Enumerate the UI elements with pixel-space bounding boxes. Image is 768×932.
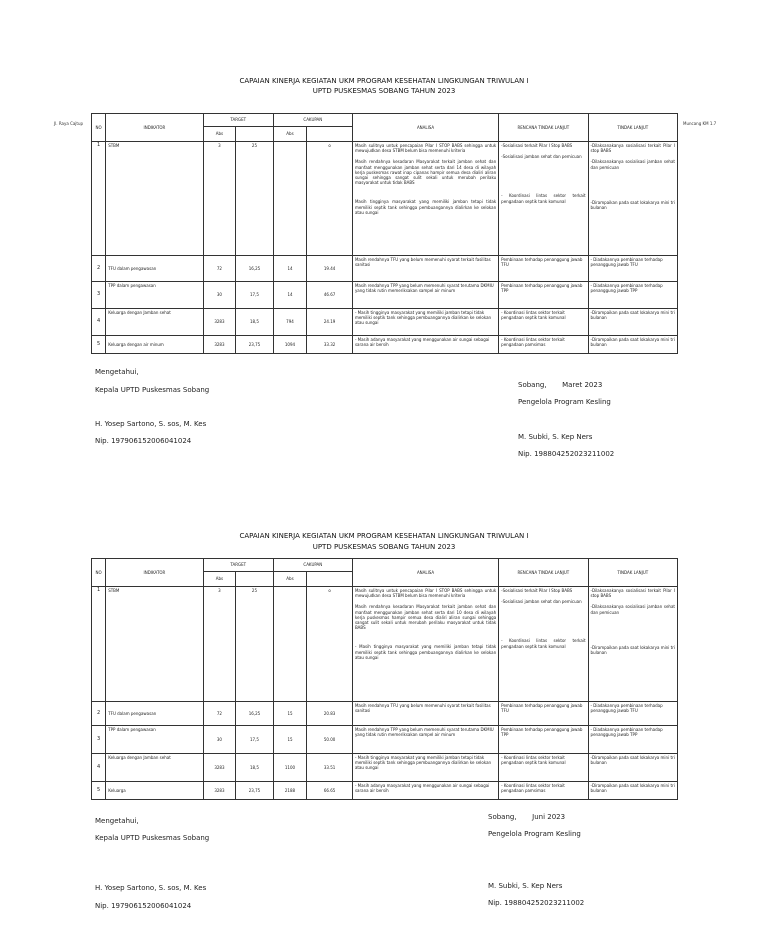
signature-right-date: Sobang, Juni 2023 <box>488 813 566 821</box>
row-target-pct: 17,5 <box>236 726 274 754</box>
row-analisa: Masih rendahnya TPP yang belum memenuhi syarat terutama DKMIU yang tidak rutin memeriksakan sampel air minum <box>352 282 498 309</box>
analisa-paragraph: Masih tingginya masyarakat yang memiliki jamban tetapi tidak memiliki septik tank sehingga pembuangannya dialirkan ke selokan atau sungai <box>354 199 497 215</box>
row-target-abs: 3283 <box>203 754 235 782</box>
side-note-right: Muncang KM 1.7 <box>683 121 717 126</box>
row-no: 2 <box>92 702 106 726</box>
signature-left-nama: H. Yosep Sartono, S. sos, M. Kes <box>95 420 207 428</box>
row-no: 5 <box>92 336 106 354</box>
analisa-paragraph: Masih rendahnya kesadaran Masyarakat terkait jamban sehat dan manfaat menggunakan jamban sehat serta dari 10 desa di wilayah kerja puskesmas hampir semua desa dialiri aliran sungai sehingga sangat sulit sekali untuk merubah perilaku masyarakat untuk tidak BABS <box>354 604 497 631</box>
row-target-pct: 16,25 <box>236 256 274 282</box>
row-target-pct: 16,25 <box>236 702 274 726</box>
row-no: 4 <box>92 309 106 336</box>
header-cakupan: CAKUPAN <box>273 114 352 127</box>
row-rencana: - Koordinasi lintas sektor terkait pengadaan septik tank komunal <box>499 309 588 336</box>
table-row <box>92 142 678 256</box>
signature-left-jabatan: Kepala UPTD Puskesmas Sobang <box>95 834 210 842</box>
report-title-2: CAPAIAN KINERJA KEGIATAN UKM PROGRAM KESEHATAN LINGKUNGAN TRIWULAN I <box>239 532 529 540</box>
rencana-item: - Koordinasi lintas sektor terkait pengadaan septik tank komunal <box>501 193 586 204</box>
row-tindak: -Dirampaikan pada saat lokakarya mini tri bulanan <box>588 309 677 336</box>
report-table-2 <box>91 558 678 800</box>
table-row <box>92 336 678 354</box>
row-analisa: Masih rendahnya TFU yang belum memenuhi syarat terkait fasilitas sanitasi <box>352 702 498 726</box>
row-target-abs: 30 <box>203 282 235 309</box>
report-subtitle-1: UPTD PUSKESMAS SOBANG TAHUN 2023 <box>312 87 456 95</box>
header-analisa: ANALISA <box>352 114 498 142</box>
header-cakupan-pct <box>307 127 353 142</box>
analisa-paragraph: Masih rendahnya kesadaran Masyarakat terkait jamban sehat dan manfaat menggunakan jamban sehat serta dari 14 desa di wilayah kerja puskesmas rawat inap cipanas hampir semua desa dialiri aliran sungai sehingga sangat sulit sekali untuk merubah perilaku masyarakat untuk tidak BABS <box>354 159 497 186</box>
row-analisa: Masih rendahnya TPP yang belum memenuhi syarat terutama DKMIU yang tidak rutin memeriksakan sampel air minum <box>352 726 498 754</box>
row-analisa: - Masih adanya masyarakat yang menggunakan air sungai sebagai sarana air bersih <box>352 782 498 800</box>
row-tindak <box>588 587 677 702</box>
table-row <box>92 282 678 309</box>
row-cakupan-abs: 2188 <box>273 782 307 800</box>
row-target-abs: 3283 <box>203 782 235 800</box>
row-indikator: TPP dalam pengawasan <box>106 726 203 754</box>
row-cakupan-pct: 19.44 <box>307 256 353 282</box>
row-cakupan-pct: 33.32 <box>307 336 353 354</box>
report-title-1: CAPAIAN KINERJA KEGIATAN UKM PROGRAM KESEHATAN LINGKUNGAN TRIWULAN I <box>239 77 529 85</box>
signature-right-jabatan: Pengelola Program Kesling <box>518 398 611 406</box>
signature-right-nip: Nip. 198804252023211002 <box>488 899 585 907</box>
row-target-abs: 3283 <box>203 309 235 336</box>
signature-right-nama: M. Subki, S. Kep Ners <box>488 882 563 890</box>
header-rencana: RENCANA TINDAK LANJUT <box>499 114 588 142</box>
row-indikator: TFU dalam pengawasan <box>106 702 203 726</box>
row-cakupan-abs: 14 <box>273 282 307 309</box>
row-rencana: - Koordinasi lintas sektor terkait pengadaan septik tank komunal <box>499 754 588 782</box>
row-analisa: - Masih tingginya masyarakat yang memiliki jamban tetapi tidak memiliki septik tank sehingga pembuangannya dialirkan ke selokan atau sungai <box>352 754 498 782</box>
row-cakupan-abs: 15 <box>273 702 307 726</box>
row-analisa: Masih rendahnya TFU yang belum memenuhi syarat terkait fasilitas sanitasi <box>352 256 498 282</box>
signature-left-nama: H. Yosep Sartono, S. sos, M. Kes <box>95 884 207 892</box>
row-tindak: - Diadakannya pembinaan terhadap penanggung jawab TFU <box>588 256 677 282</box>
tindak-item: -Dilaksanakanya sosialisasi terkait Pilar I stop BABS <box>590 588 675 599</box>
rencana-item: -Sosialisasi jamban sehat dan pemicuan <box>501 599 582 605</box>
row-rencana: Pembinaan terhadap penanggung jawab TPP <box>499 726 588 754</box>
row-tindak: - Diadakannya pembinaan terhadap penanggung jawab TPP <box>588 726 677 754</box>
header-indikator: INDIKATOR <box>106 114 203 142</box>
report-subtitle-2: UPTD PUSKESMAS SOBANG TAHUN 2023 <box>312 543 456 551</box>
rencana-item: -Sosialisasi jamban sehat dan pemicuan <box>501 154 582 160</box>
table-row <box>92 782 678 800</box>
header-no: NO <box>92 114 106 142</box>
row-no: 5 <box>92 782 106 800</box>
tindak-item: -Dilaksanakanya sosialisasi jamban sehat dan pemicuan <box>590 604 675 615</box>
signature-right-nip: Nip. 198804252023211002 <box>518 450 615 458</box>
row-cakupan-abs: 794 <box>273 309 307 336</box>
header-target-pct <box>236 127 274 142</box>
table-row <box>92 256 678 282</box>
row-tindak <box>588 142 677 256</box>
row-target-pct: 23,75 <box>236 782 274 800</box>
tindak-item: -Dirampaikan pada saat lokakarya mini tri bulanan <box>590 644 675 656</box>
row-rencana: Pembinaan terhadap penanggung jawab TFU <box>499 702 588 726</box>
signature-left-nip: Nip. 197906152006041024 <box>95 902 192 910</box>
row-cakupan-pct: o <box>307 142 353 256</box>
row-tindak: -Dirampaikan pada saat lokakarya mini tri bulanan <box>588 754 677 782</box>
row-indikator: Keluarga dengan Jamban sehat <box>106 754 203 782</box>
row-target-pct: 18,5 <box>236 309 274 336</box>
row-analisa <box>352 142 498 256</box>
row-tindak: - Diadakannya pembinaan terhadap penanggung jawab TPP <box>588 282 677 309</box>
row-target-abs: 3 <box>203 587 235 702</box>
header-tindak: TINDAK LANJUT <box>588 559 677 587</box>
row-no: 4 <box>92 754 106 782</box>
header-target-abs: Abs <box>203 572 235 587</box>
row-target-abs: 3283 <box>203 336 235 354</box>
row-no: 3 <box>92 282 106 309</box>
header-cakupan-abs: Abs <box>273 127 307 142</box>
row-cakupan-pct: 46.67 <box>307 282 353 309</box>
row-indikator: TFU dalam pengawasan <box>106 256 203 282</box>
header-cakupan-pct <box>307 572 353 587</box>
row-cakupan-pct: 66.65 <box>307 782 353 800</box>
row-indikator: TPP dalam pengawasan <box>106 282 203 309</box>
row-target-abs: 72 <box>203 702 235 726</box>
row-tindak: -Dirampaikan pada saat lokakarya mini tri bulanan <box>588 782 677 800</box>
row-rencana: Pembinaan terhadap penanggung jawab TFU <box>499 256 588 282</box>
row-rencana: Pembinaan terhadap penanggung jawab TPP <box>499 282 588 309</box>
row-target-abs: 30 <box>203 726 235 754</box>
row-indikator: STBM <box>106 142 203 256</box>
header-cakupan: CAKUPAN <box>273 559 352 572</box>
row-indikator: Keluarga dengan Jamban sehat <box>106 309 203 336</box>
signature-left-jabatan: Kepala UPTD Puskesmas Sobang <box>95 386 210 394</box>
row-rencana <box>499 587 588 702</box>
row-analisa: - Masih adanya masyarakat yang menggunakan air sungai sebagai sarana air bersih <box>352 336 498 354</box>
row-rencana <box>499 142 588 256</box>
header-no: NO <box>92 559 106 587</box>
row-target-pct: 23,75 <box>236 336 274 354</box>
row-target-pct: 25 <box>236 142 274 256</box>
header-indikator: INDIKATOR <box>106 559 203 587</box>
table-row <box>92 702 678 726</box>
row-analisa: - Masih tingginya masyarakat yang memiliki jamban tetapi tidak memiliki septik tank sehingga pembuangannya dialirkan ke selokan atau sungai <box>352 309 498 336</box>
signature-right-jabatan: Pengelola Program Kesling <box>488 830 581 838</box>
table-row <box>92 754 678 782</box>
row-indikator: STBM <box>106 587 203 702</box>
report-table-1 <box>91 113 678 354</box>
analisa-paragraph: Masih sulitnya untuk pencapaian Pilar I STOP BABS sehingga untuk mewujudkan desa STBM belum bisa memenuhi kriteria <box>354 588 497 599</box>
row-tindak: -Dirampaikan pada saat lokakarya mini tri bulanan <box>588 336 677 354</box>
signature-right-date: Sobang, Maret 2023 <box>518 381 603 389</box>
table-row <box>92 587 678 702</box>
rencana-item: -Sosialisasi terkait Pilar I Stop BABS <box>501 143 573 148</box>
row-cakupan-pct: 33.51 <box>307 754 353 782</box>
signature-right-nama: M. Subki, S. Kep Ners <box>518 433 593 441</box>
signature-mengetahui: Mengetahui, <box>95 817 139 825</box>
row-cakupan-abs: 15 <box>273 726 307 754</box>
row-cakupan-abs <box>273 142 307 256</box>
row-cakupan-abs <box>273 587 307 702</box>
signature-mengetahui: Mengetahui, <box>95 368 139 376</box>
header-target: TARGET <box>203 559 273 572</box>
rencana-item: -Sosialisasi terkait Pilar I Stop BABS <box>501 588 573 593</box>
row-rencana: - Koordinasi lintas sektor terkait pengadaan pamsimas <box>499 782 588 800</box>
tindak-item: -Dirampaikan pada saat lokakarya mini tri bulanan <box>590 199 675 211</box>
row-rencana: - Koordinasi lintas sektor terkait pengadaan pamsimas <box>499 336 588 354</box>
analisa-paragraph: - Masih tingginya masyarakat yang memiliki jamban tetapi tidak memiliki septik tank sehingga pembuangannya dialirkan ke selokan atau sungai <box>354 644 497 660</box>
row-cakupan-pct: 50.00 <box>307 726 353 754</box>
row-target-abs: 3 <box>203 142 235 256</box>
row-cakupan-abs: 14 <box>273 256 307 282</box>
header-tindak: TINDAK LANJUT <box>588 114 677 142</box>
rencana-item: - Koordinasi lintas sektor terkait pengadaan septik tank komunal <box>501 638 586 649</box>
row-no: 3 <box>92 726 106 754</box>
row-no: 1 <box>92 587 106 702</box>
row-indikator: Keluarga <box>106 782 203 800</box>
row-target-pct: 25 <box>236 587 274 702</box>
row-cakupan-pct: o <box>307 587 353 702</box>
analisa-paragraph: Masih sulitnya untuk pencapaian Pilar I STOP BABS sehingga untuk mewujudkan desa STBM belum bisa memenuhi kriteria <box>354 143 497 154</box>
table-row <box>92 726 678 754</box>
header-target: TARGET <box>203 114 273 127</box>
signature-left-nip: Nip. 197906152006041024 <box>95 437 192 445</box>
header-analisa: ANALISA <box>352 559 498 587</box>
row-target-pct: 18,5 <box>236 754 274 782</box>
row-tindak: - Diadakannya pembinaan terhadap penanggung jawab TFU <box>588 702 677 726</box>
header-rencana: RENCANA TINDAK LANJUT <box>499 559 588 587</box>
header-cakupan-abs: Abs <box>273 572 307 587</box>
row-cakupan-pct: 24.19 <box>307 309 353 336</box>
table-row <box>92 309 678 336</box>
row-target-abs: 72 <box>203 256 235 282</box>
header-target-abs: Abs <box>203 127 235 142</box>
row-indikator: Keluarga dengan air minum <box>106 336 203 354</box>
row-no: 1 <box>92 142 106 256</box>
row-no: 2 <box>92 256 106 282</box>
tindak-item: -Dilaksanakanya sosialisasi terkait Pilar I stop BABS <box>590 143 675 154</box>
row-cakupan-pct: 20.83 <box>307 702 353 726</box>
row-cakupan-abs: 1100 <box>273 754 307 782</box>
tindak-item: -Dilaksanakanya sosialisasi jamban sehat dan pemicuan <box>590 159 675 170</box>
row-analisa <box>352 587 498 702</box>
row-target-pct: 17,5 <box>236 282 274 309</box>
side-note-left: Jl. Raya Cajtup <box>54 121 84 126</box>
row-cakupan-abs: 1094 <box>273 336 307 354</box>
header-target-pct <box>236 572 274 587</box>
